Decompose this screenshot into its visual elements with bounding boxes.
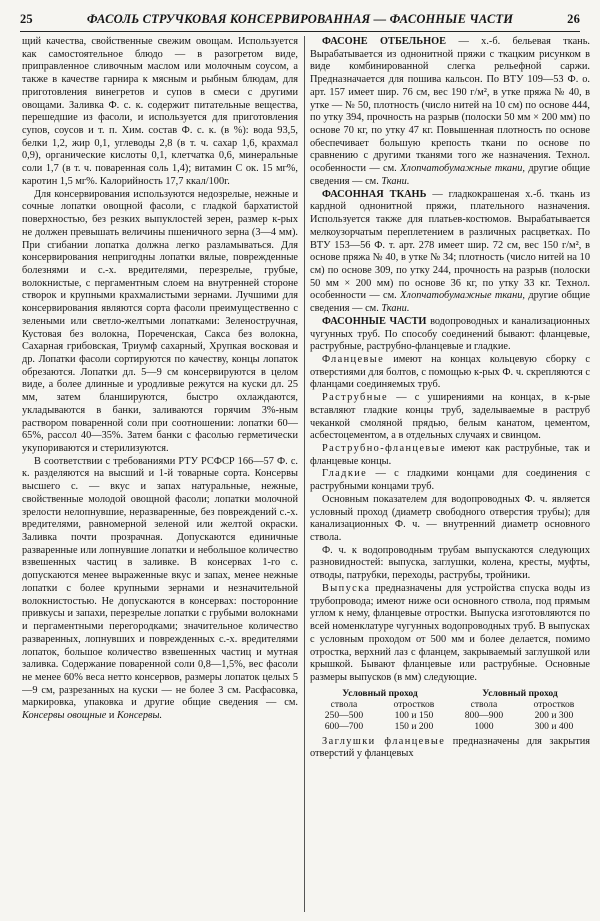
column-header: отростков xyxy=(533,698,575,710)
subentry-socket xyxy=(310,392,590,443)
entry-fasone xyxy=(310,36,590,189)
page-title: ФАСОЛЬ СТРУЧКОВАЯ КОНСЕРВИРОВАННАЯ — ФАСОННЫЕ ЧАСТИ xyxy=(86,12,514,26)
paragraph-main-indicator: Основным показателем для водопроводных Ф. ч. является условный проход (диаметр свободного отверстия трубы); для канализационных Ф. ч. — внутренний диаметр основного ствола. xyxy=(310,493,590,544)
table-cell: 250—500 xyxy=(324,709,364,721)
outlet-dimensions-table xyxy=(310,688,590,732)
subentry-term: Фланцевые xyxy=(322,353,385,365)
table-cell: 800—900 xyxy=(464,709,504,721)
subentry-caps xyxy=(310,736,590,761)
table-cell: 600—700 xyxy=(324,720,364,732)
page-number-right: 26 xyxy=(567,12,580,26)
table-row xyxy=(310,710,590,721)
paragraph-grades xyxy=(22,456,298,723)
cross-reference-link[interactable]: Ткани. xyxy=(381,175,410,187)
cross-reference-link[interactable]: Хлопчатобумажные ткани, xyxy=(400,290,525,302)
entry-fasonnaya-tkan xyxy=(310,189,590,316)
page-number-left: 25 xyxy=(20,12,33,26)
entry-text: другие общие сведения — см. xyxy=(310,163,590,187)
subentry-term: Заглушки фланцевые xyxy=(322,735,446,747)
table-cell: 100 и 150 xyxy=(394,709,434,721)
subentry-term: Выпуска xyxy=(322,582,371,594)
cross-reference-link[interactable]: Консервы овощные xyxy=(22,710,107,722)
column-divider xyxy=(304,36,305,912)
column-group-header: Условный проход xyxy=(342,687,418,699)
cross-reference-link[interactable]: Хлопчатобумажные ткани, xyxy=(400,163,525,175)
table-cell: 150 и 200 xyxy=(394,720,434,732)
table-header-row xyxy=(310,699,590,710)
subentry-text: — с гладкими концами для соединения с раструбными концами труб. xyxy=(310,468,590,493)
column-header: ствола xyxy=(330,698,358,710)
table-cell: 300 и 400 xyxy=(534,720,574,732)
entry-text: водопроводных и канализационных чугунных труб. По способу соединений бывают: фланцевые, раструбные, раструбно-фланцевые и гладкие. xyxy=(310,315,590,353)
header-rule xyxy=(20,31,580,32)
entry-text: — гладкокрашеная х.-б. ткань из кардной однонитной пряжи, плательного назначения. Используется также для платьев-костюмов. Вырабатывается мелкоузорчатым переплетением в различных расцветках. По ВТУ 153—56 Ф. т. арт. 278 имеет шир. 72 см, вес 150 г/м², в основе пряжа № 40, в утке № 34; плотность (число нитей на 10 см) по основе 309, по утку 244, прочность на разрыв (полоски 50 мм × 200 мм) по основе 36 кг, по утку 33 кг. Технол. особенности — см. xyxy=(310,188,590,302)
subentry-term: Гладкие xyxy=(322,468,368,480)
running-header xyxy=(20,12,580,30)
left-column xyxy=(22,36,298,912)
subentry-flanged xyxy=(310,354,590,392)
conjunction-text: и xyxy=(108,710,115,722)
paragraph-intro: щий качества, свойственные свежим овощам. Используется как самостоятельное блюдо — в разогретом виде, приправленное сливочным маслом или молочным соусом, а также в качестве гарнира к мясным и рыбным блюдам, для приготовления винегретов и супов в смеси с другими овощами. Заливка Ф. с. к. содержит питательные вещества, перешедшие из фасоли, и используется для приготовления супов, соусов и т. п. Хим. состав Ф. с. к. (в %): вода 93,5, белки 1,2, жир 0,1, углеводы 2,8 (в т. ч. сахар 1,6, крахмал 0,9), органические кислоты 0,1, клетчатка 0,6, минеральные соли 1,7 (в т. ч. поваренная соль 1,4); витамин С ок. 15 мг%, каротин 1,5 мг%. Калорийность 17,7 ккал/100г. xyxy=(22,36,298,187)
table-group-header xyxy=(310,688,590,699)
subentry-text: — с уширениями на концах, в к-рые вставляют гладкие концы труб, заделываемые в раструб чеканкой смоляной прядью, белым канатом, цементом, асбестоцементом, а в отдельных случаях и свинцом. xyxy=(310,392,590,442)
subentry-outlets xyxy=(310,583,590,685)
subentry-socket-flanged xyxy=(310,443,590,468)
cross-reference-link[interactable]: Консервы. xyxy=(117,710,163,722)
subentry-term: Раструбно-фланцевые xyxy=(322,443,446,454)
subentry-text: имеют как раструбные, так и фланцевые концы. xyxy=(310,443,590,467)
table-cell: 1000 xyxy=(474,720,494,732)
paragraph-canning: Для консервирования используются недозрелые, нежные и сочные лопатки овощной фасоли, с гладкой бархатистой поверхностью, без резких выпуклостей зерен, размер к-рых не должен превышать величины пшеничного зерна (3—4 мм). При сгибании лопатка должна легко разламываться. Для консервирования непригодны лопатки вялые, поврежденные болезнями и с.-х. вредителями, перезрелые, грубые, волокнистые, с пергаментным слоем на внутренней стороне створок и крупными крахмалистыми зернами. Лучшими для консервирования являются сорта фасоли преимущественно с зелеными или светло-желтыми лопатками: Зеленостручная, Кустовая без волокна, Пореченская, Сакса без волокна, Сахарная грибовская, Триумф сахарный, Хрупкая восковая и др. Лопатки фасоли сортируются по качеству, концы лопаток обрезаются. Лопатки дл. 5—9 см консервируются в целом виде, а более длинные и уродливые режутся на куски дл. 25 мм, затем бланшируются, быстро охлаждаются, укладываются в банки, заливаются горячим 3%-ным раствором поваренной соли при соотношении: лопатки 60—65%, рассол 40—35%. Затем банки с фасолью герметически укупориваются и стерилизуются. xyxy=(22,188,298,454)
subentry-text: предназначены для устройства спуска воды из трубопровода; имеют ниже оси основного ствола, под прямым углом к нему, фланцевые отростки. Выпуска изготовляются по всей номенклатуре чугунных водопроводных труб. В выпусках с условным проходом от 500 мм и более делается, помимо отростка, верхний лаз с фланцем, закрываемый заглушкой или крышкой. Бывают фланцевые или раструбные. Основные размеры выпусков (в мм) следующие. xyxy=(310,582,590,683)
entry-term: ФАСОННАЯ ТКАНЬ xyxy=(322,188,427,200)
right-column xyxy=(310,36,590,912)
subentry-text: предназначены для закрытия отверстий у фланцевых xyxy=(310,735,590,760)
entry-text: другие общие сведения — см. xyxy=(310,290,590,315)
column-header: ствола xyxy=(470,698,498,710)
entry-term: ФАСОНЕ ОТБЕЛЬНОЕ xyxy=(322,36,447,47)
column-group-header: Условный проход xyxy=(482,687,558,699)
cross-reference-link[interactable]: Ткани. xyxy=(381,303,410,315)
subentry-term: Раструбные xyxy=(322,392,388,404)
subentry-text: имеют на концах кольцевую сборку с отверстиями для болтов, с помощью к-рых Ф. ч. скрепляются с фланцами соединяемых труб. xyxy=(310,353,590,391)
entry-term: ФАСОННЫЕ ЧАСТИ xyxy=(322,315,427,327)
table-cell: 200 и 300 xyxy=(534,709,574,721)
entry-fasonnye-chasti xyxy=(310,316,590,354)
entry-text: — х.-б. бельевая ткань. Вырабатывается из однонитной пряжи с ткацким рисунком в виде комбинированной слегка рельефной саржи. Предназначается для пошива кальсон. По ВТУ 109—53 Ф. о. арт. 157 имеет шир. 76 см, вес 190 г/м², в утке пряжа № 40, в утке — № 50, плотность (число нитей на 10 см) по основе 444, по утку 394, прочность на разрыв (полоски 50 мм × 200 мм) по основе 70 кг, по утку 47 кг. Повышенная плотность по основе обеспечивает большую крепость ткани по основе по сравнению с другими тканями того же назначения. Технол. особенности — см. xyxy=(310,36,590,175)
column-header: отростков xyxy=(393,698,435,710)
subentry-smooth xyxy=(310,468,590,493)
table-row xyxy=(310,721,590,732)
grades-text: В соответствии с требованиями РТУ РСФСР 166—57 Ф. с. к. разделяются на высший и 1-й товарные сорта. Консервы высшего с. — вкус и запах натуральные, нежные, свойственные молодой овощной фасоли; лопатки молочной зрелости нелопнувшие, неразваренные, без повреждений с.-х. вредителями, равномерной зеленой или желтой окраски. Заливка почти прозрачная. Допускаются единичные разваренные или лопнувшие лопатки и небольшое количество взвешенных частиц в заливке. В консервах 1-го с. допускаются менее выраженные вкус и запах, менее нежные лопатки с более крупными зернами и незначительной волокнистостью. Не допускаются в консервах: посторонние привкусы и запахи, перезрелые лопатки с грубыми волокнами и пергаментными перегородками; значительное количество разваренных, лопнувших и поврежденных с.-х. вредителями лопаток, большое количество взвешенных частиц и мутная заливка. Содержание поваренной соли 0,8—1,5%, вес фасоли не менее 60% веса нетто консервов, размеры лопаток целых 5—9 см, разрезанных на куски — не более 3 см. Расфасовка, маркировка, упаковка и другие общие сведения — см. xyxy=(22,455,298,709)
paragraph-types: Ф. ч. к водопроводным трубам выпускаются следующих разновидностей: выпуска, заглушки, колена, кресты, муфты, отводы, патрубки, переходы, раструбы, тройники. xyxy=(310,544,590,582)
